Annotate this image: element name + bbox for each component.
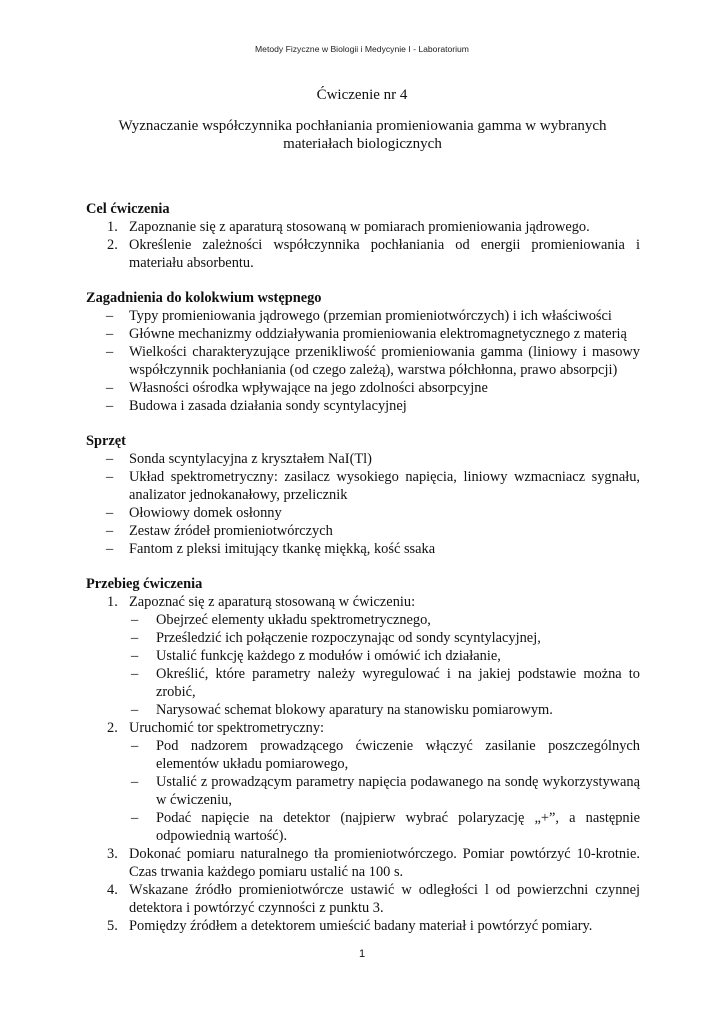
- sub-list-item: [86, 665, 640, 701]
- sub-list-item-text: Prześledzić ich połączenie rozpoczynając od sondy scyntylacyjnej,: [156, 630, 541, 646]
- bullet-list: [86, 450, 640, 558]
- sub-list-item-text: Pod nadzorem prowadzącego ćwiczenie włączyć zasilanie poszczególnych elementów układu pomiarowego,: [156, 738, 640, 772]
- list-item-text: Określenie zależności współczynnika pochłaniania od energii promieniowania i materiału absorbentu.: [129, 237, 640, 271]
- list-item-text: Własności ośrodka wpływające na jego zdolności absorpcyjne: [129, 380, 488, 396]
- section-heading: Przebieg ćwiczenia: [86, 576, 203, 592]
- dash-marker: –: [131, 612, 139, 628]
- list-item: [86, 881, 640, 917]
- list-item-text: Główne mechanizmy oddziaływania promieniowania elektromagnetycznego z materią: [129, 326, 627, 342]
- list-item-text: Fantom z pleksi imitujący tkankę miękką, kość ssaka: [129, 541, 436, 557]
- list-item-text: Budowa i zasada działania sondy scyntylacyjnej: [129, 398, 407, 414]
- sub-list-item-text: Określić, które parametry należy wyregulować i na jakiej podstawie można to zrobić,: [156, 666, 640, 700]
- list-item-text: Sonda scyntylacyjna z kryształem NaI(Tl): [129, 451, 372, 467]
- section-sprzet: [86, 432, 640, 558]
- section-zagadnienia: [86, 289, 640, 415]
- section-przebieg: [86, 575, 640, 935]
- sub-list-item: [86, 611, 640, 629]
- dash-marker: –: [106, 398, 114, 414]
- sub-list-item: [86, 629, 640, 647]
- list-item-text: Zestaw źródeł promieniotwórczych: [129, 523, 333, 539]
- sub-list-item: [86, 773, 640, 809]
- sub-list-item-text: Narysować schemat blokowy aparatury na stanowisku pomiarowym.: [156, 702, 553, 718]
- bullet-list: [86, 307, 640, 415]
- sub-list-item-text: Podać napięcie na detektor (najpierw wybrać polaryzację „+”, a następnie odpowiednią wartość).: [156, 810, 640, 844]
- dash-marker: –: [106, 469, 114, 485]
- dash-marker: –: [131, 630, 139, 646]
- dash-marker: –: [106, 505, 114, 521]
- document-body: [86, 200, 640, 952]
- dash-marker: –: [131, 666, 139, 682]
- numbered-list: [86, 593, 640, 935]
- list-item: [86, 845, 640, 881]
- list-item: [86, 468, 640, 504]
- dash-marker: –: [131, 738, 139, 754]
- list-marker: 1.: [107, 219, 118, 235]
- sub-list-item-text: Obejrzeć elementy układu spektrometrycznego,: [156, 612, 431, 628]
- sub-list: [86, 737, 640, 845]
- sub-list-item: [86, 737, 640, 773]
- list-item: [86, 236, 640, 272]
- dash-marker: –: [106, 380, 114, 396]
- list-item-text: Typy promieniowania jądrowego (przemian promieniotwórczych) i ich właściwości: [129, 308, 612, 324]
- section-heading: Cel ćwiczenia: [86, 201, 170, 217]
- exercise-title: Ćwiczenie nr 4: [316, 87, 408, 103]
- list-item: [86, 325, 640, 343]
- dash-marker: –: [131, 810, 139, 826]
- dash-marker: –: [131, 648, 139, 664]
- list-item: [86, 593, 640, 611]
- sub-list-item: [86, 647, 640, 665]
- list-marker: 2.: [107, 720, 118, 736]
- list-item: [86, 719, 640, 737]
- list-marker: 2.: [107, 237, 118, 253]
- section-cel: [86, 200, 640, 272]
- list-item-text: Wielkości charakteryzujące przenikliwość promieniowania gamma (liniowy i masowy współczynnik pochłaniania (od czego zależą), warstwa półchłonna, prawo absorpcji): [129, 344, 640, 378]
- page-number: 1: [358, 948, 366, 960]
- sub-list-item-text: Ustalić funkcję każdego z modułów i omówić ich działanie,: [156, 648, 501, 664]
- list-item-text: Uruchomić tor spektrometryczny:: [129, 720, 325, 736]
- list-item: [86, 343, 640, 379]
- dash-marker: –: [106, 326, 114, 342]
- exercise-subtitle: Wyznaczanie współczynnika pochłaniania promieniowania gamma w wybranych materiałach biologicznych: [118, 118, 607, 152]
- list-item-text: Zapoznać się z aparaturą stosowaną w ćwiczeniu:: [129, 594, 416, 610]
- dash-marker: –: [106, 451, 114, 467]
- list-marker: 5.: [107, 918, 118, 934]
- dash-marker: –: [106, 344, 114, 360]
- list-item: [86, 917, 640, 935]
- list-item-text: Układ spektrometryczny: zasilacz wysokiego napięcia, liniowy wzmacniacz sygnału, analizator jednokanałowy, przelicznik: [129, 469, 640, 503]
- dash-marker: –: [131, 702, 139, 718]
- running-header: Metody Fizyczne w Biologii i Medycynie I - Laboratorium: [255, 44, 469, 54]
- dash-marker: –: [106, 523, 114, 539]
- list-item-text: Pomiędzy źródłem a detektorem umieścić badany materiał i powtórzyć pomiary.: [129, 918, 593, 934]
- list-item-text: Zapoznanie się z aparaturą stosowaną w pomiarach promieniowania jądrowego.: [129, 219, 590, 235]
- numbered-list: [86, 218, 640, 272]
- list-item: [86, 397, 640, 415]
- dash-marker: –: [106, 541, 114, 557]
- list-marker: 4.: [107, 882, 118, 898]
- list-item: [86, 307, 640, 325]
- list-item-text: Dokonać pomiaru naturalnego tła promieniotwórczego. Pomiar powtórzyć 10-krotnie. Czas trwania każdego pomiaru ustalić na 100 s.: [129, 846, 640, 880]
- dash-marker: –: [106, 308, 114, 324]
- sub-list-item-text: Ustalić z prowadzącym parametry napięcia podawanego na sondę wykorzystywaną w ćwiczeniu,: [156, 774, 640, 808]
- list-item: [86, 522, 640, 540]
- list-item: [86, 504, 640, 522]
- list-item-text: Wskazane źródło promieniotwórcze ustawić w odległości l od powierzchni czynnej detektora i powtórzyć czynności z punktu 3.: [129, 882, 640, 916]
- list-item-text: Ołowiowy domek osłonny: [129, 505, 282, 521]
- sub-list-item: [86, 809, 640, 845]
- dash-marker: –: [131, 774, 139, 790]
- sub-list-item: [86, 701, 640, 719]
- list-item: [86, 540, 640, 558]
- list-marker: 1.: [107, 594, 118, 610]
- list-item: [86, 379, 640, 397]
- sub-list: [86, 611, 640, 719]
- section-heading: Sprzęt: [86, 433, 126, 449]
- list-item: [86, 218, 640, 236]
- list-marker: 3.: [107, 846, 118, 862]
- list-item: [86, 450, 640, 468]
- section-heading: Zagadnienia do kolokwium wstępnego: [86, 290, 322, 306]
